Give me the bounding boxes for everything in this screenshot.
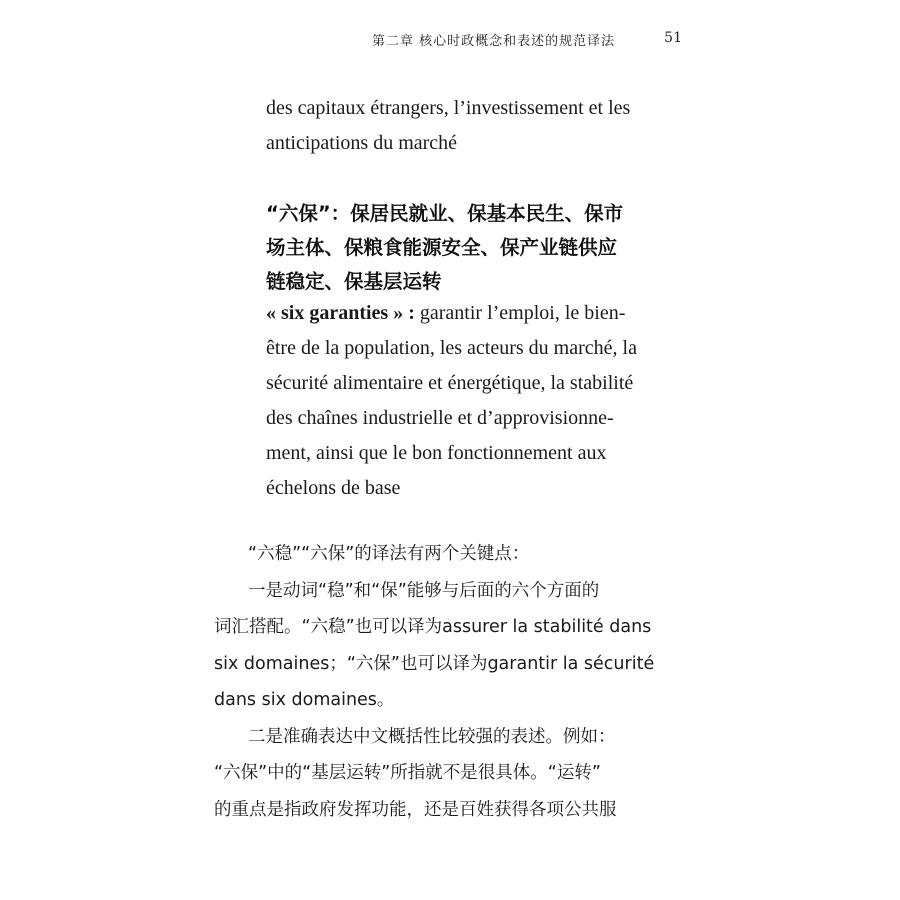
running-header bbox=[372, 30, 682, 49]
term-french-first-line bbox=[266, 296, 640, 331]
body-line: “六保”中的“基层运转”所指就不是很具体。“运转” bbox=[214, 763, 601, 783]
term-french bbox=[266, 296, 640, 506]
body-line: “六稳”“六保”的译法有两个关键点： bbox=[248, 544, 530, 564]
chapter-title: 第二章 核心时政概念和表述的规范译法 bbox=[372, 34, 616, 49]
body-line: dans six domaines。 bbox=[214, 690, 395, 710]
intro-line: anticipations du marché bbox=[266, 132, 458, 154]
term-french-line: des chaînes industrielle et d’approvisionne- bbox=[266, 407, 614, 429]
term-french-label: « six garanties » : bbox=[266, 302, 415, 324]
body-text bbox=[214, 536, 655, 828]
body-line: six domaines；“六保”也可以译为garantir la sécurité bbox=[214, 653, 655, 674]
intro-line: des capitaux étrangers, l’investissement et les bbox=[266, 97, 631, 119]
body-line: 一是动词“稳”和“保”能够与后面的六个方面的 bbox=[248, 580, 600, 601]
term-chinese-line: 场主体、保粮食能源安全、保产业链供应 bbox=[266, 236, 618, 259]
body-line: 的重点是指政府发挥功能，还是百姓获得各项公共服 bbox=[214, 799, 617, 820]
term-french-line: sécurité alimentaire et énergétique, la stabilité bbox=[266, 372, 634, 394]
intro-fragment bbox=[266, 91, 640, 161]
page-number: 51 bbox=[664, 30, 682, 46]
term-french-line: échelons de base bbox=[266, 477, 401, 499]
term-chinese bbox=[266, 197, 646, 299]
term-french-line: être de la population, les acteurs du marché, la bbox=[266, 337, 637, 359]
term-french-first-rest: garantir l’emploi, le bien- bbox=[414, 302, 626, 324]
term-french-line: ment, ainsi que le bon fonctionnement aux bbox=[266, 442, 607, 464]
term-chinese-line: 链稳定、保基层运转 bbox=[266, 270, 442, 293]
body-line: 二是准确表达中文概括性比较强的表述。例如： bbox=[248, 726, 616, 747]
term-chinese-line: “六保”：保居民就业、保基本民生、保市 bbox=[266, 202, 624, 225]
body-line: 词汇搭配。“六稳”也可以译为assurer la stabilité dans bbox=[214, 617, 652, 637]
